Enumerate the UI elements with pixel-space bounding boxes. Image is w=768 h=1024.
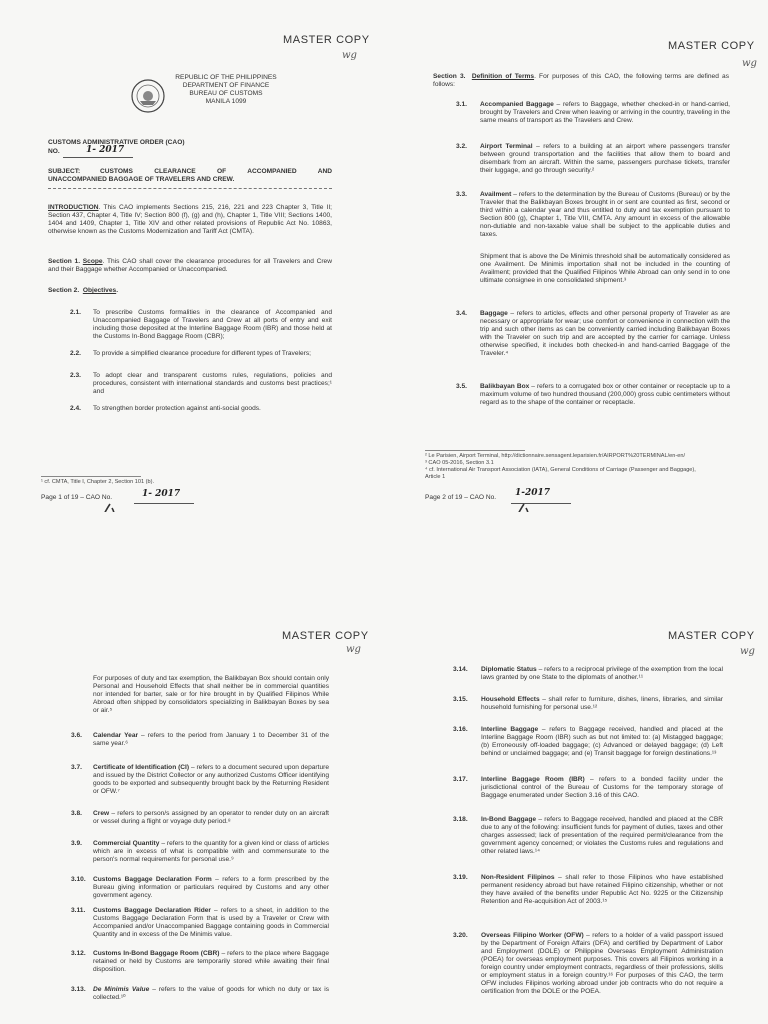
objective-number: 2.1. bbox=[70, 309, 81, 316]
term-number: 3.8. bbox=[71, 810, 82, 817]
cao-number-handwritten: 1- 2017 bbox=[86, 145, 125, 155]
term-definition bbox=[481, 932, 723, 996]
document-page-4 bbox=[384, 512, 768, 1024]
term-definition bbox=[481, 696, 723, 712]
term-text: – refers to a form prescribed by the Bureau giving information or particulars required by Customs and any other government agency. bbox=[93, 876, 329, 899]
section-3-intro: . For purposes of this CAO, the following terms are defined as follows: bbox=[433, 73, 729, 88]
objective-text: To strengthen border protection against anti-social goods. bbox=[93, 405, 261, 412]
term-definition bbox=[93, 764, 329, 796]
term-number: 3.9. bbox=[71, 840, 82, 847]
section-1-title: Scope bbox=[82, 258, 103, 265]
term-number: 3.11. bbox=[71, 907, 86, 914]
term-number: 3.15. bbox=[453, 696, 468, 703]
term-number: 3.10. bbox=[71, 876, 86, 883]
page-cao-handwritten: 1- 2017 bbox=[142, 489, 181, 499]
term-number: 3.13. bbox=[71, 986, 86, 993]
footnote: ¹ cf. CMTA, Title I, Chapter 2, Section 101 (b). bbox=[41, 479, 155, 485]
footnote-divider bbox=[425, 450, 525, 451]
section-2-heading: Section 2. Objectives. bbox=[48, 287, 119, 294]
master-copy-stamp: MASTER COPY bbox=[668, 630, 755, 642]
section-2-title: Objectives bbox=[82, 287, 117, 294]
term-name: Availment bbox=[480, 191, 512, 198]
term-text: – refers to a bonded facility under the jurisdictional control of the Bureau of Customs for the temporary storage of Baggage enumerated under Section 3.16 of this CAO. bbox=[481, 776, 723, 799]
header-city: MANILA 1099 bbox=[205, 98, 247, 105]
footnote: ³ CAO 05-2016, Section 3.1 bbox=[425, 460, 494, 466]
term-number: 3.1. bbox=[456, 101, 467, 108]
term-definition bbox=[481, 726, 723, 758]
term-name: Balikbayan Box bbox=[480, 383, 530, 390]
term-text: – refers to the value of goods for which no duty or tax is collected.¹⁰ bbox=[93, 986, 329, 1001]
term-name: Household Effects bbox=[481, 696, 540, 703]
term-number: 3.4. bbox=[456, 310, 467, 317]
term-definition bbox=[93, 810, 329, 826]
introduction-paragraph bbox=[48, 204, 332, 236]
term-definition bbox=[480, 101, 730, 125]
term-text: – refers to a corrugated box or other container or receptacle up to a maximum volume of two hundred thousand (200,000) gross cubic centimeters without regard as to the shape of the container or receptacle. bbox=[480, 383, 730, 406]
term-definition bbox=[481, 666, 723, 682]
objective-number: 2.3. bbox=[70, 372, 81, 379]
term-text: – refers to the quantity for a given kind or class of articles which are in excess of what is compatible with and commensurate to the person's normal requirements for personal use.⁹ bbox=[93, 840, 329, 863]
term-definition bbox=[480, 143, 730, 175]
page-number-label: Page 2 of 19 – CAO No. bbox=[425, 494, 497, 501]
term-number: 3.3. bbox=[456, 191, 467, 198]
term-number: 3.5. bbox=[456, 383, 467, 390]
term-definition bbox=[93, 876, 329, 900]
section-1-text: . This CAO shall cover the clearance procedures for all Travelers and Crew and their Baggage whether Accompanied or Unaccompanied. bbox=[48, 258, 332, 273]
term-name: Baggage bbox=[480, 310, 508, 317]
section-2-label: Section 2. bbox=[48, 287, 80, 294]
section-1-paragraph bbox=[48, 258, 332, 274]
document-page-1 bbox=[0, 0, 384, 512]
objective-number: 2.4. bbox=[70, 405, 81, 412]
term-name: Customs Baggage Declaration Form bbox=[93, 876, 212, 883]
term-name: Accompanied Baggage bbox=[480, 101, 554, 108]
balikbayan-continuation: For purposes of duty and tax exemption, the Balikbayan Box should contain only Personal and Household Effects that shall neither be in commercial quantities nor intended for barter, sale or for hire brought in by Qualified Filipinos While Abroad often shipped by consolidators specializing in Balikbayan Boxes by sea or air.⁵ bbox=[93, 675, 329, 714]
term-number: 3.2. bbox=[456, 143, 467, 150]
header-republic: REPUBLIC OF THE PHILIPPINES bbox=[175, 74, 277, 81]
term-text: – refers to Baggage received, handled and placed at the CBR due to any of the following: insufficient funds for payment of duties, taxes and other charges assessed; lack of presentation of the required permit/clearance from the government agency concerned; or violates the Customs rules and regulations and other related laws.¹⁴ bbox=[481, 816, 723, 855]
term-name: Interline Baggage Room (IBR) bbox=[481, 776, 585, 783]
section-3-label: Section 3. bbox=[433, 73, 466, 80]
term-definition bbox=[93, 732, 329, 748]
objective-text: To adopt clear and transparent customs rules, regulations, policies and procedures, consistent with international standards and customs best practices;¹ and bbox=[93, 372, 332, 395]
term-text: – refers to a building at an airport where passengers transfer between ground transportation and the facilities that allow them to board and disembark from an aircraft. Within the same, passengers purchase tickets, transfer their luggage, and go through security.² bbox=[480, 143, 730, 174]
section-3-title: Definition of Terms bbox=[471, 73, 535, 80]
term-name: Interline Baggage bbox=[481, 726, 539, 733]
term-text: – refers to articles, effects and other personal property of Traveler as are necessary or appropriate for wear; use comfort or convenience in connection with the trip and such other items as can be conveniently carried including Balikbayan Boxes with the Traveler on such trip and are accepted by the carrier for carriage. Unless otherwise specified, it includes both checked-in and hand-carried Baggage of the Traveler.⁴ bbox=[480, 310, 730, 357]
term-text: – shall refer to furniture, dishes, linens, libraries, and similar household furnishing for personal use.¹² bbox=[481, 696, 723, 711]
term-name: Certificate of Identification (CI) bbox=[93, 764, 190, 771]
page-number-label: Page 1 of 19 – CAO No. bbox=[41, 494, 113, 501]
term-definition bbox=[481, 874, 723, 906]
term-text: – refers to the place where Baggage retained or held by Customs are temporarily stored while awaiting their final disposition. bbox=[93, 950, 329, 973]
term-text: – refers to person/s assigned by an operator to render duty on an aircraft or vessel during a flight or voyage duty period.⁸ bbox=[93, 810, 329, 825]
initials-mark: wg bbox=[740, 646, 755, 657]
page-cao-handwritten: 1-2017 bbox=[515, 488, 551, 498]
term-text: – refers to Baggage received, handled and placed at the Interline Baggage Room (IBR) such as but not limited to: (a) Mistagged baggage; (b) Erroneously off-loaded baggage; (c) Advanced or delayed baggage; (d) Left behind or unclaimed baggage; and (e) Transit baggage for foreign destinations.¹³ bbox=[481, 726, 723, 757]
term-text: – refers to the determination by the Bureau of Customs (Bureau) or by the Traveler that the Balikbayan Boxes brought in or sent are counted as first, second or third within a calendar year and thus entitled to duty and tax exemption pursuant to Section 800 (g), Chapter 1, Title VIII, CMTA. Any amount in excess of the allowable non-dutiable and non-taxable value shall be subject to the applicable duties and taxes. bbox=[480, 191, 730, 238]
term-definition bbox=[481, 816, 723, 856]
term-name: Overseas Filipino Worker (OFW) bbox=[481, 932, 584, 939]
term-name: De Minimis Value bbox=[93, 986, 150, 993]
subject-divider bbox=[48, 188, 332, 189]
term-number: 3.6. bbox=[71, 732, 82, 739]
term-number: 3.16. bbox=[453, 726, 468, 733]
page-cao-line bbox=[134, 503, 194, 504]
document-page-3 bbox=[0, 512, 384, 1024]
master-copy-stamp: MASTER COPY bbox=[282, 630, 369, 642]
header-bureau: BUREAU OF CUSTOMS bbox=[189, 90, 263, 97]
term-number: 3.17. bbox=[453, 776, 468, 783]
term-name: Commercial Quantity bbox=[93, 840, 160, 847]
term-number: 3.12. bbox=[71, 950, 86, 957]
availment-continuation: Shipment that is above the De Minimis threshold shall be automatically considered as one Availment. De Minimis importation shall not be included in the counting of Availment; provided that the Qualified Filipinos While Abroad can only send in to one ultimate consignee in one consolidated shipment.³ bbox=[480, 253, 730, 284]
term-name: In-Bond Baggage bbox=[481, 816, 537, 823]
term-definition bbox=[93, 950, 329, 974]
term-number: 3.20. bbox=[453, 932, 468, 939]
master-copy-stamp: MASTER COPY bbox=[283, 34, 370, 46]
objective-text: To provide a simplified clearance procedure for different types of Travelers; bbox=[93, 350, 311, 357]
subject-label: SUBJECT: bbox=[48, 168, 81, 175]
document-page-2 bbox=[384, 0, 768, 512]
subject-line-2: UNACCOMPANIED BAGGAGE OF TRAVELERS AND CREW. bbox=[48, 176, 235, 183]
cao-number-label: NO. bbox=[48, 148, 60, 155]
term-name: Crew bbox=[93, 810, 110, 817]
initials-mark: wg bbox=[342, 50, 357, 61]
term-name: Diplomatic Status bbox=[481, 666, 537, 673]
section-1-label: Section 1. bbox=[48, 258, 81, 265]
master-copy-stamp: MASTER COPY bbox=[668, 40, 755, 52]
term-text: – refers to a sheet, in addition to the Customs Baggage Declaration Form that is used by a Traveler or Crew with Accompanied and/or Unaccompanied Baggage containing goods in Commercial Quantity and in excess of the De Minimis value. bbox=[93, 907, 329, 938]
term-name: Customs In-Bond Baggage Room (CBR) bbox=[93, 950, 220, 957]
introduction-text: . This CAO implements Sections 215, 216, 221 and 223 Chapter 3, Title II; Section 437, Chapter 4, Title IV; Section 800 (f), (g) and (h), Chapter 1, Title VIII; Sections 1400, 1404 and 1409, Chapter 1, Title XIV and other related provisions of Republic Act No. 10863, otherwise known as the Customs Modernization and Tariff Act (CMTA). bbox=[48, 204, 332, 235]
term-text: – refers to Baggage, whether checked-in or hand-carried, brought by Travelers and Crew when leaving or arriving in the country, traveling in the same means of transport as the Travelers and Crew. bbox=[480, 101, 731, 124]
term-definition bbox=[93, 986, 329, 1002]
footnote: ² Le Parisien, Airport Terminal, http://dictionnaire.sensagent.leparisien.fr/AIRPORT%20TERMINAL/en-en/ bbox=[425, 453, 686, 459]
initials-mark: wg bbox=[742, 58, 757, 69]
term-number: 3.7. bbox=[71, 764, 82, 771]
term-text: – refers to the period from January 1 to December 31 of the same year.⁶ bbox=[93, 732, 329, 747]
bureau-seal-icon bbox=[131, 79, 165, 113]
footnote: ⁴ cf. International Air Transport Association (IATA), General Conditions of Carriage (Passenger and Baggage), Article 1 bbox=[425, 467, 696, 480]
term-name: Customs Baggage Declaration Rider bbox=[93, 907, 211, 914]
objective-number: 2.2. bbox=[70, 350, 81, 357]
term-definition bbox=[480, 191, 730, 239]
term-number: 3.18. bbox=[453, 816, 468, 823]
term-definition bbox=[480, 383, 730, 407]
term-name: Non-Resident Filipinos bbox=[481, 874, 555, 881]
term-text: – refers to a document secured upon departure and issued by the District Collector or any authorized Customs Officer identifying goods to be exported and subsequently brought back by the Returning Resident or OFW.⁷ bbox=[93, 764, 329, 795]
term-definition bbox=[93, 907, 329, 939]
subject-line-1: CUSTOMS CLEARANCE OF ACCOMPANIED AND bbox=[100, 168, 332, 175]
term-definition bbox=[481, 776, 723, 800]
term-definition bbox=[480, 310, 730, 358]
objective-text: To prescribe Customs formalities in the clearance of Accompanied and Unaccompanied Baggage of Travelers and Crew at all ports of entry and exit including those deposited at the Interline Baggage Room (IBR) and those held at the Customs In-Bond Baggage Room (CBR); bbox=[93, 309, 332, 340]
header-department: DEPARTMENT OF FINANCE bbox=[182, 82, 270, 89]
term-definition bbox=[93, 840, 329, 864]
introduction-label: INTRODUCTION bbox=[48, 204, 99, 211]
term-name: Airport Terminal bbox=[480, 143, 533, 150]
footnote-divider bbox=[41, 476, 141, 477]
term-number: 3.19. bbox=[453, 874, 468, 881]
term-number: 3.14. bbox=[453, 666, 468, 673]
initials-mark: wg bbox=[346, 644, 361, 655]
term-text: – refers to a reciprocal privilege of the exemption from the local laws granted by one State to the diplomats of another.¹¹ bbox=[481, 666, 723, 681]
term-name: Calendar Year bbox=[93, 732, 139, 739]
term-text: – refers to a holder of a valid passport issued by the Department of Foreign Affairs (DFA) and certified by Department of Labor and Employment (DOLE) or Philippine Overseas Employment Administration (POEA) for overseas employment purposes. This covers all Filipinos working in a foreign country under employment contracts, regardless of their professions, skills or employment status in a foreign country.¹⁶ For purposes of this CAO, the term OFW includes Filipinos working abroad under job contracts who do not require a certification from the DOLE or the POEA. bbox=[481, 932, 723, 995]
term-text: – shall refer to those Filipinos who have established permanent residency abroad but have retained Filipino citizenship, whether or not they have availed of the benefits under Republic Act No. 9225 or the Citizenship Retention and Re-acquisition Act of 2003.¹⁵ bbox=[481, 874, 723, 905]
cao-number-line bbox=[63, 157, 133, 158]
section-3-paragraph bbox=[433, 73, 729, 89]
cao-title: CUSTOMS ADMINISTRATIVE ORDER (CAO) bbox=[48, 139, 185, 146]
